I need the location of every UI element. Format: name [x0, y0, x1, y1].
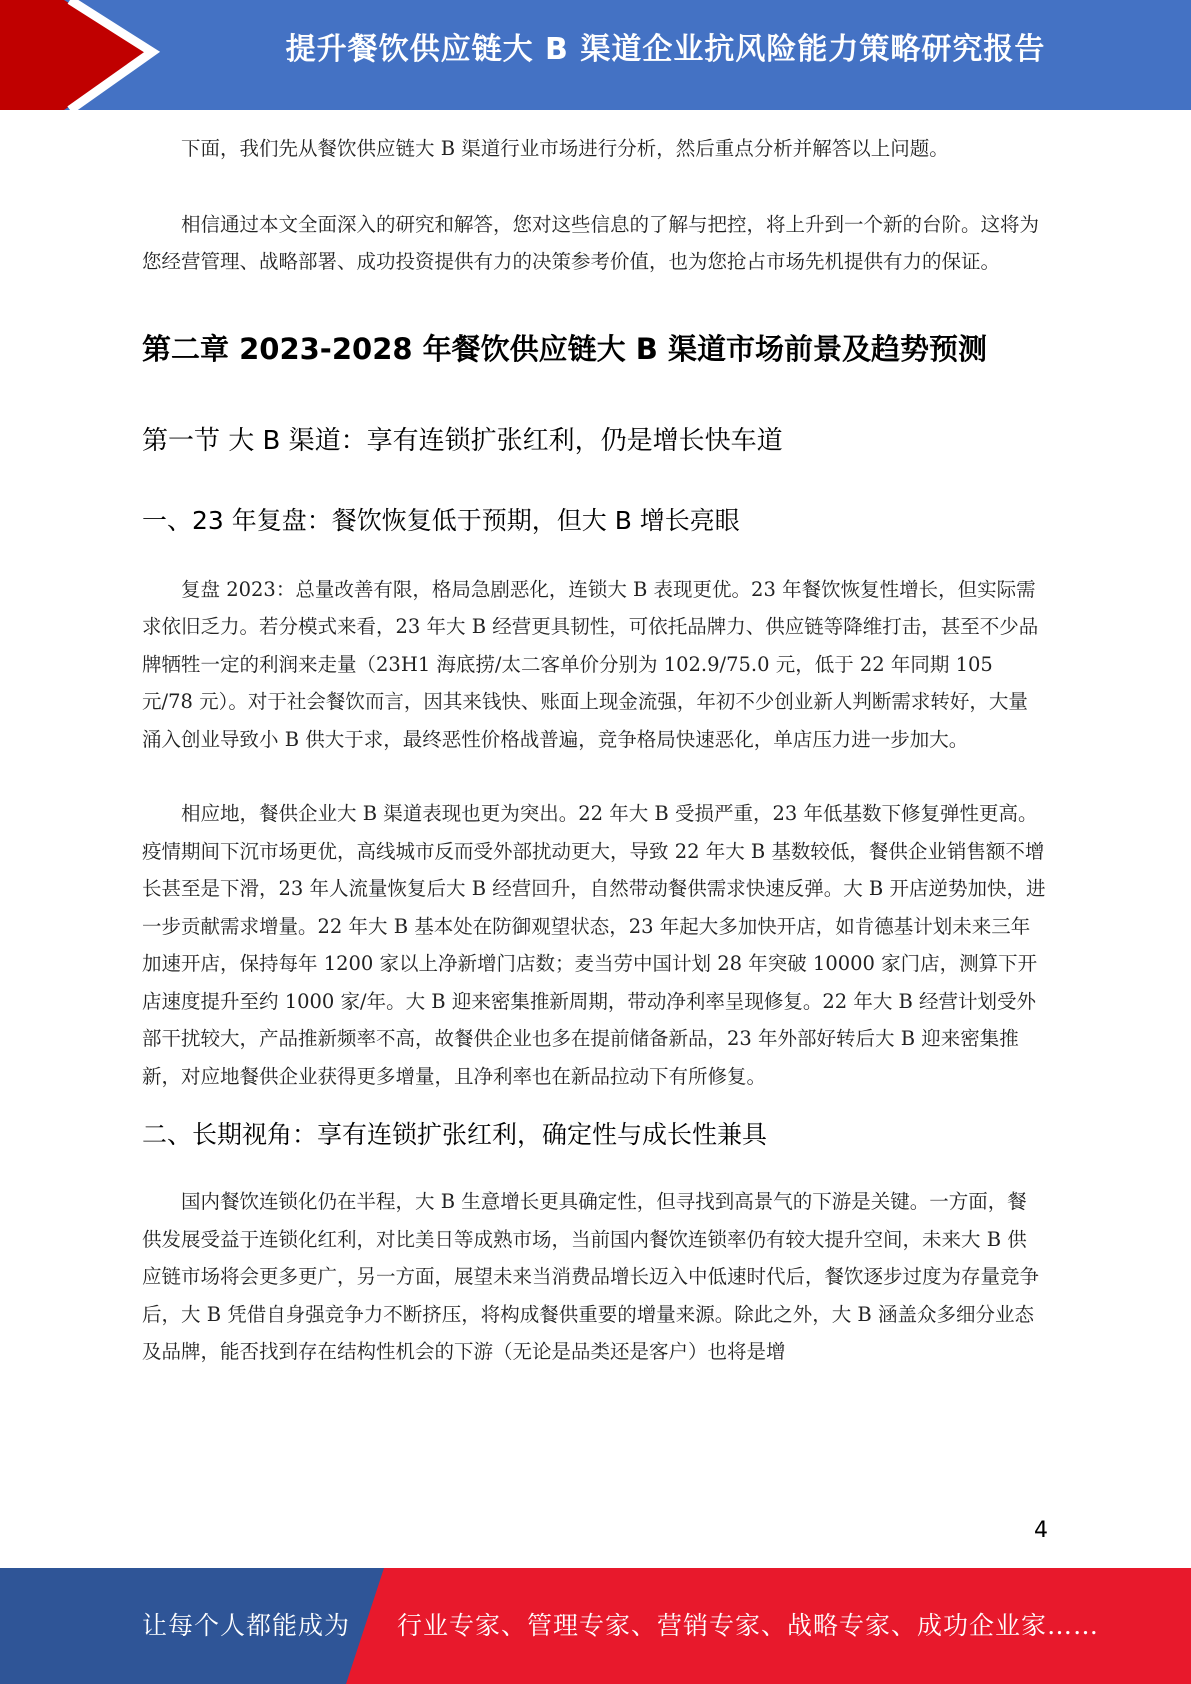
- subsection-1-paragraph-2: 相应地，餐供企业大 B 渠道表现也更为突出。22 年大 B 受损严重，23 年低基数下修复弹性更高。疫情期间下沉市场更优，高线城市反而受外部扰动更大，导致 22 年大 B 基数较低，餐供企业销售额不增长甚至是下滑，23 年人流量恢复后大 B 经营回升，自然带动餐供需求快速反弹。大 B 开店逆势加快，进一步贡献需求增量。22 年大 B 基本处在防御观望状态，23 年起大多加快开店，如肯德基计划未来三年加速开店，保持每年 1200 家以上净新增门店数；麦当劳中国计划 28 年突破 10000 家门店，测算下开店速度提升至约 1000 家/年。大 B 迎来密集推新周期，带动净利率呈现修复。22 年大 B 经营计划受外部干扰较大，产品推新频率不高，故餐供企业也多在提前储备新品，23 年外部好转后大 B 迎来密集推新，对应地餐供企业获得更多增量，且净利率也在新品拉动下有所修复。: [142, 802, 1046, 1088]
- report-title: 提升餐饮供应链大 B 渠道企业抗风险能力策略研究报告: [285, 32, 1046, 67]
- subsection-2-paragraph-1: 国内餐饮连锁化仍在半程，大 B 生意增长更具确定性，但寻找到高景气的下游是关键。一方面，餐供发展受益于连锁化红利，对比美日等成熟市场，当前国内餐饮连锁率仍有较大提升空间，未来大 B 供应链市场将会更多更广，另一方面，展望未来当消费品增长迈入中低速时代后，餐饮逐步过度为存量竞争后，大 B 凭借自身强竞争力不断挤压，将构成餐供重要的增量来源。除此之外，大 B 涵盖众多细分业态及品牌，能否找到存在结构性机会的下游（无论是品类还是客户）也将是增: [142, 1190, 1040, 1363]
- subsection-title-2: 二、长期视角：享有连锁扩张红利，确定性与成长性兼具: [142, 1120, 768, 1149]
- page-content: [142, 130, 1046, 1371]
- intro-paragraph-1: 下面，我们先从餐饮供应链大 B 渠道行业市场进行分析，然后重点分析并解答以上问题。: [181, 137, 949, 160]
- subsection-title-1: 一、23 年复盘：餐饮恢复低于预期，但大 B 增长亮眼: [142, 505, 740, 535]
- subsection-1-paragraph-1: 复盘 2023：总量改善有限，格局急剧恶化，连锁大 B 表现更优。23 年餐饮恢复性增长，但实际需求依旧乏力。若分模式来看，23 年大 B 经营更具韧性，可依托品牌力、供应链等降维打击，甚至不少品牌牺牲一定的利润来走量（23H1 海底捞/太二客单价分别为 102.9/75.0 元，低于 22 年同期 105 元/78 元）。对于社会餐饮而言，因其来钱快、账面上现金流强，年初不少创业新人判断需求转好，大量涌入创业导致小 B 供大于求，最终恶性价格战普遍，竞争格局快速恶化，单店压力进一步加大。: [142, 577, 1039, 751]
- chapter-title: 第二章 2023-2028 年餐饮供应链大 B 渠道市场前景及趋势预测: [142, 331, 987, 366]
- header-banner: [0, 0, 1191, 110]
- page-number: 4: [1034, 1518, 1048, 1543]
- footer-slogan-right: 行业专家、管理专家、营销专家、战略专家、成功企业家……: [397, 1611, 1100, 1640]
- footer-slogan-left: 让每个人都能成为: [142, 1611, 351, 1640]
- intro-paragraph-2: 相信通过本文全面深入的研究和解答，您对这些信息的了解与把控，将上升到一个新的台阶。这将为您经营管理、战略部署、成功投资提供有力的决策参考价值，也为您抢占市场先机提供有力的保证。: [142, 212, 1040, 273]
- red-arrow-icon: [0, 0, 160, 110]
- section-title: 第一节 大 B 渠道：享有连锁扩张红利，仍是增长快车道: [142, 425, 783, 456]
- footer-band: [0, 1568, 1191, 1684]
